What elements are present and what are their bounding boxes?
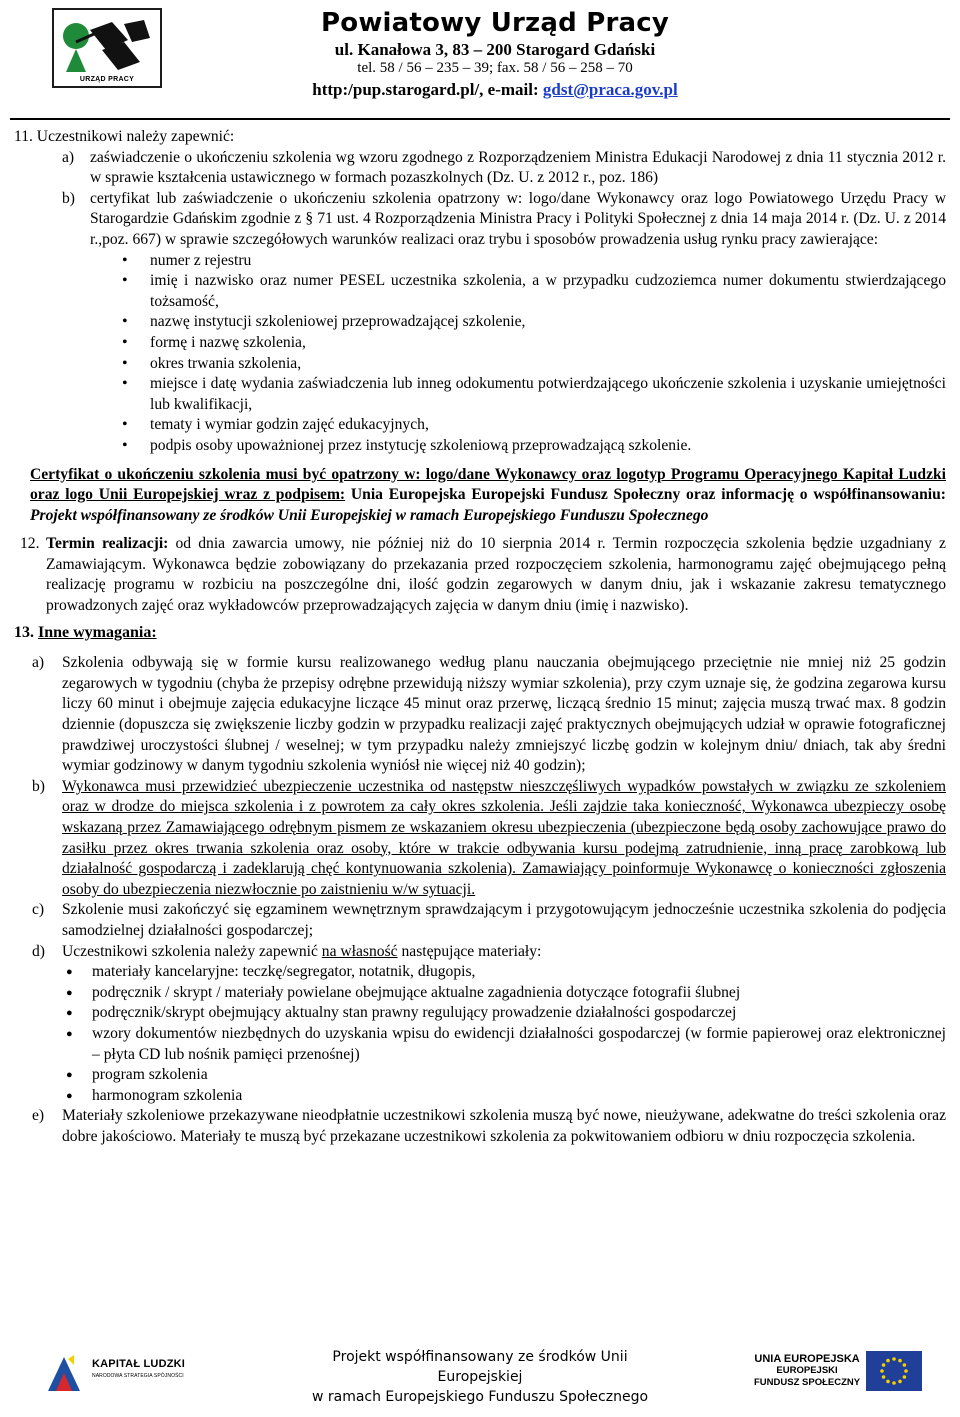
office-title: Powiatowy Urząd Pracy — [321, 8, 669, 38]
page-footer — [0, 1335, 960, 1417]
materials-list — [62, 962, 946, 1106]
section-13-item-a — [0, 653, 946, 777]
office-address: ul. Kanałowa 3, 83 – 200 Starogard Gdański — [334, 40, 656, 59]
kapital-ludzki-title: KAPITAŁ LUDZKI — [92, 1358, 186, 1370]
certificate-note-plain: Unia Europejska Europejski Fundusz Społeczny oraz informację o współfinansowaniu: — [345, 486, 946, 504]
urzad-pracy-logo — [52, 8, 162, 88]
cofinancing-note — [290, 1347, 670, 1407]
section-11-heading: 11. Uczestnikowi należy zapewnić: — [14, 128, 235, 145]
list-item: ● podręcznik/skrypt obejmujący aktualny stan prawny regulujący prowadzenie działalności gospodarczej — [62, 1003, 946, 1024]
eu-line-2: EUROPEJSKI — [776, 1365, 838, 1376]
item-text: zaświadczenie o ukończeniu szkolenia wg wzoru zgodnego z Rozporządzeniem Ministra Edukacji Narodowej z dnia 11 stycznia 2012 r. w sprawie kształcenia ustawicznego w formach pozaszkolnych (Dz. U. z 2012 r., poz. 186) — [90, 148, 946, 187]
item-label: b) — [32, 777, 45, 795]
list-item: ● materiały kancelaryjne: teczkę/segregator, notatnik, długopis, — [62, 962, 946, 983]
kapital-ludzki-subtitle: NARODOWA STRATEGIA SPÓJNOŚCI — [92, 1373, 184, 1379]
section-11-item-b — [0, 189, 946, 251]
web-text: http:/pup.starogard.pl/, e-mail: — [312, 80, 543, 99]
eu-line-3: FUNDUSZ SPOŁECZNY — [754, 1377, 861, 1388]
item-text — [62, 942, 946, 963]
item-label: c) — [32, 901, 45, 919]
email-link[interactable]: gdst@praca.gov.pl — [542, 80, 678, 99]
list-item: • numer z rejestru — [120, 251, 946, 272]
item-label: a) — [32, 654, 45, 672]
list-item: ● harmonogram szkolenia — [62, 1086, 946, 1107]
certificate-contents-list — [120, 251, 946, 457]
logo-caption: URZĄD PRACY — [79, 76, 135, 83]
list-item: • tematy i wymiar godzin zajęć edukacyjnych, — [120, 415, 946, 436]
certificate-note-italic: Projekt współfinansowany ze środków Unii Europejskiej w ramach Europejskiego Funduszu Społecznego — [30, 506, 709, 524]
section-13-item-d — [0, 942, 946, 963]
item-label: a) — [62, 148, 75, 166]
eu-esf-logo — [726, 1347, 922, 1409]
section-12-bold: Termin realizacji: — [46, 535, 169, 553]
eu-text-block — [754, 1353, 860, 1389]
section-12 — [0, 534, 946, 616]
document-body — [0, 124, 960, 1148]
eu-flag-icon — [866, 1351, 922, 1391]
section-label: 12. — [20, 535, 40, 553]
certificate-note — [30, 465, 946, 527]
eu-line-1: UNIA EUROPEJSKA — [754, 1353, 860, 1365]
list-item: • miejsce i datę wydania zaświadczenia lub inneg odokumentu potwierdzającego ukończenie szkolenia i uzyskanie umiejętności lub kwalifikacji, — [120, 374, 946, 415]
item-label: e) — [32, 1107, 45, 1125]
list-item: • okres trwania szkolenia, — [120, 354, 946, 375]
cofinancing-line-2: w ramach Europejskiego Funduszu Społecznego — [311, 1389, 649, 1405]
section-13-item-c — [0, 900, 946, 941]
kapital-ludzki-logo — [40, 1351, 190, 1403]
list-item: • imię i nazwisko oraz numer PESEL uczestnika szkolenia, a w przypadku cudzoziemca numer dokumentu stwierdzającego tożsamość, — [120, 271, 946, 312]
list-item: • nazwę instytucji szkoleniowej przeprowadzającej szkolenie, — [120, 312, 946, 333]
section-13-title: Inne wymagania: — [38, 623, 157, 641]
cofinancing-line-1: Projekt współfinansowany ze środków Unii Europejskiej — [332, 1349, 628, 1385]
item-text-before: Uczestnikowi szkolenia należy zapewnić — [62, 942, 322, 960]
list-item: ● wzory dokumentów niezbędnych do uzyskania wpisu do ewidencji działalności gospodarczej (w formie papierowej oraz elektronicznej – płyta CD lub nośnik pamięci przenośnej) — [62, 1024, 946, 1065]
office-web-line — [260, 80, 730, 100]
certificate-note-underlined: Certyfikat o ukończeniu szkolenia musi być opatrzony w: logo/dane Wykonawcy oraz logotyp Programu Operacyjnego Kapitał Ludzki oraz logo Unii Europejskiej wraz z podpisem: — [30, 465, 946, 504]
item-label: d) — [32, 942, 45, 960]
list-item: • formę i nazwę szkolenia, — [120, 333, 946, 354]
list-item: ● program szkolenia — [62, 1065, 946, 1086]
item-text: Materiały szkoleniowe przekazywane nieodpłatnie uczestnikowi szkolenia muszą być nowe, nieużywane, adekwatne do treści szkolenia oraz dobre jakościowo. Materiały te muszą być przekazane uczestnikowi szkolenia za pokwitowaniem odbioru w dniu rozpoczęcia szkolenia. — [62, 1107, 946, 1145]
section-13-heading — [14, 623, 960, 644]
urzad-pracy-logo-icon — [54, 10, 160, 86]
item-label: b) — [62, 189, 75, 207]
item-text-underlined: na własność — [321, 942, 398, 960]
item-text: Szkolenia odbywają się w formie kursu realizowanego według planu nauczania obejmującego przeciętnie nie mniej niż 25 godzin zegarowych w tygodniu (chyba że przepisy odrębne przewidują niższy wymiar szkolenia), przy czym uznaje się, że godzina zegarowa kursu liczy 60 minut i obejmuje zajęcia edukacyjne liczące 45 minut oraz przerwę, liczącą średnio 15 minut; zajęcia muszą trwać max. 8 godzin dziennie (dopuszcza się zwiększenie liczby godzin w przypadku realizacji zajęć praktycznych obejmujących udział w oprawie fotograficznej prawdziwej uroczystości ślubnej / weselnej; w tym przypadku należy zmniejszyć liczbę godzin w kolejnym dniu/ dniach, tak aby średni wymiar godzinowy w danym tygodniu szkolenia wyniósł nie więcej niż 40 godzin); — [62, 654, 946, 775]
section-label: 13. — [14, 623, 34, 641]
section-12-text: od dnia zawarcia umowy, nie później niż do 10 sierpnia 2014 r. Termin rozpoczęcia szkolenia będzie uzgadniany z Zamawiającym. Wykonawca będzie zobowiązany do przekazania przed rozpoczęciem szkolenia, harmonogramu zajęć obejmującego pełną realizację programu w rozbiciu na poszczególne dni, ilość godzin zegarowych w danym dniu, jak i wskazanie zakresu tematycznego prowadzonych zajęć oraz wykładowców przeprowadzających zajęcia w danym dniu (imię i nazwisko). — [46, 535, 946, 615]
item-text: Wykonawca musi przewidzieć ubezpieczenie uczestnika od następstw nieszczęśliwych wypadków powstałych w związku ze szkoleniem oraz w drodze do miejsca szkolenia i z powrotem za cały okres szkolenia. Jeśli zajdzie taka konieczność, Wykonawca ubezpieczy osobę wskazaną przez Zamawiającego odrębnym pismem ze wskazaniem okresu ubezpieczenia (ubezpieczone będą osoby zachowujące prawo do zasiłku przez okres trwania szkolenia oraz osoby, które w trakcie odbywania kursu podejmą zatrudnienie, inną pracę zarobkową lub działalność gospodarczą i zadeklarują chęć kontynuowania szkolenia). Zamawiający poinformuje Wykonawcę o konieczności zgłoszenia osoby do ubezpieczenia niezwłocznie po zaistnieniu w/w sytuacji. — [62, 777, 946, 898]
header-divider — [10, 118, 950, 120]
section-11-item-a — [0, 148, 946, 189]
section-13-item-b — [0, 777, 946, 901]
office-phone: tel. 58 / 56 – 235 – 39; fax. 58 / 56 – 258 – 70 — [357, 60, 633, 76]
list-item: • podpis osoby upoważnionej przez instytucję szkoleniową przeprowadzającą szkolenie. — [120, 436, 946, 457]
item-text-after: następujące materiały: — [397, 942, 542, 960]
section-text — [46, 534, 946, 616]
list-item: ● podręcznik / skrypt / materiały powielane obejmujące aktualne zagadnienia dotyczące fotografii ślubnej — [62, 983, 946, 1004]
item-text: Szkolenie musi zakończyć się egzaminem wewnętrznym sprawdzającym i przygotowującym jednocześnie uczestnika szkolenia do podjęcia samodzielnej działalności gospodarczej; — [62, 901, 946, 939]
kapital-ludzki-icon — [40, 1351, 88, 1399]
item-text: certyfikat lub zaświadczenie o ukończeniu szkolenia opatrzony w: logo/dane Wykonawcy oraz logo Powiatowego Urzędu Pracy w Starogardzie Gdańskim zgodnie z § 71 ust. 4 Rozporządzenia Ministra Pracy i Polityki Społecznej z dnia 14 maja 2014 r. (Dz. U. z 2014 r.,poz. 667) w sprawie szczegółowych warunków realizaci oraz trybu i sposobów prowadzenia usług rynku pracy zawierające: — [90, 189, 946, 248]
section-13-item-e — [0, 1106, 946, 1147]
